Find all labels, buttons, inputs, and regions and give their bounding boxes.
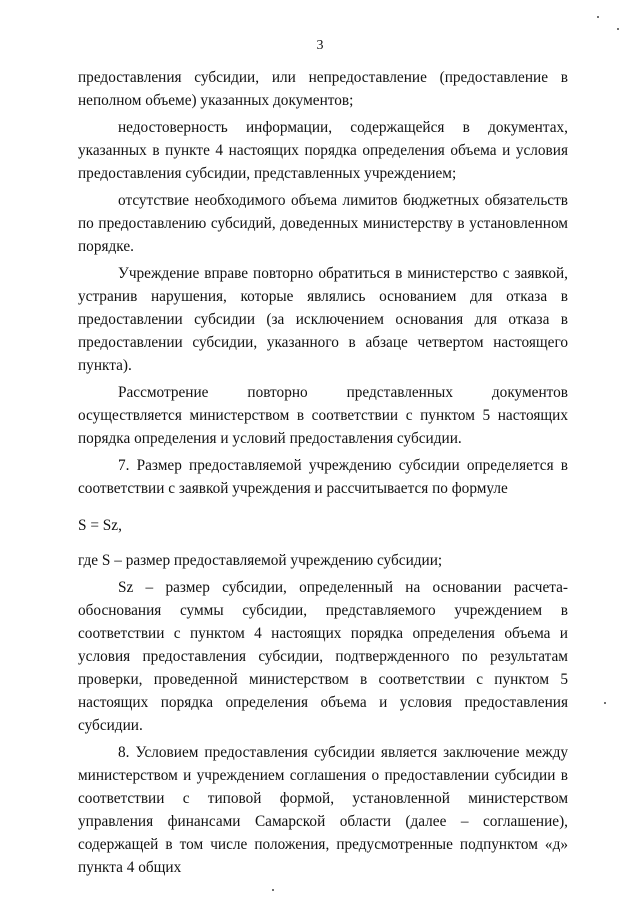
scan-speck [272,889,274,891]
document-body [78,66,568,879]
paragraph-unreliable-info: недостоверность информации, содержащейся в документах, указанных в пункте 4 настоящих порядка определения объема и условия предоставления субсидии, представленных учреждением; [78,119,568,182]
scan-speck [597,16,599,18]
scan-speck [604,702,606,704]
page-number: 3 [316,38,324,53]
formula: S = Sz, [78,517,122,534]
paragraph-item-8: 8. Условием предоставления субсидии является заключение между министерством и учреждением соглашения о предоставлении субсидии в соответствии с типовой формой, установленной министерством управления финансами Самарской области (далее – соглашение), содержащей в том числе положения, предусмотренные подпунктом «д» пункта 4 общих [78,744,568,876]
paragraph-item-7: 7. Размер предоставляемой учреждению субсидии определяется в соответствии с заявкой учреждения и рассчитывается по формуле [78,457,568,497]
scan-speck [617,28,619,30]
paragraph-sz-definition: Sz – размер субсидии, определенный на основании расчета-обоснования суммы субсидии, представляемого учреждением в соответствии с пунктом 4 настоящих порядка определения объема и условия предоставления субсидии, подтвержденного по результатам проверки, проведенной министерством в соответствии с пунктом 5 настоящих порядка определения объема и условия предоставления субсидии. [78,579,568,734]
paragraph-where-s: где S – размер предоставляемой учреждению субсидии; [78,552,443,569]
paragraph-review: Рассмотрение повторно представленных документов осуществляется министерством в соответствии с пунктом 5 настоящих порядка определения и условий предоставления субсидии. [78,384,568,447]
paragraph-limits: отсутствие необходимого объема лимитов бюджетных обязательств по предоставлению субсидий, доведенных министерству в установленном порядке. [78,192,568,255]
paragraph-continuation: предоставления субсидии, или непредоставление (предоставление в неполном объеме) указанных документов; [78,69,568,109]
paragraph-resubmission: Учреждение вправе повторно обратиться в министерство с заявкой, устранив нарушения, которые являлись основанием для отказа в предоставлении субсидии (за исключением основания для отказа в предоставлении субсидии, указанного в абзаце четвертом настоящего пункта). [78,265,568,374]
